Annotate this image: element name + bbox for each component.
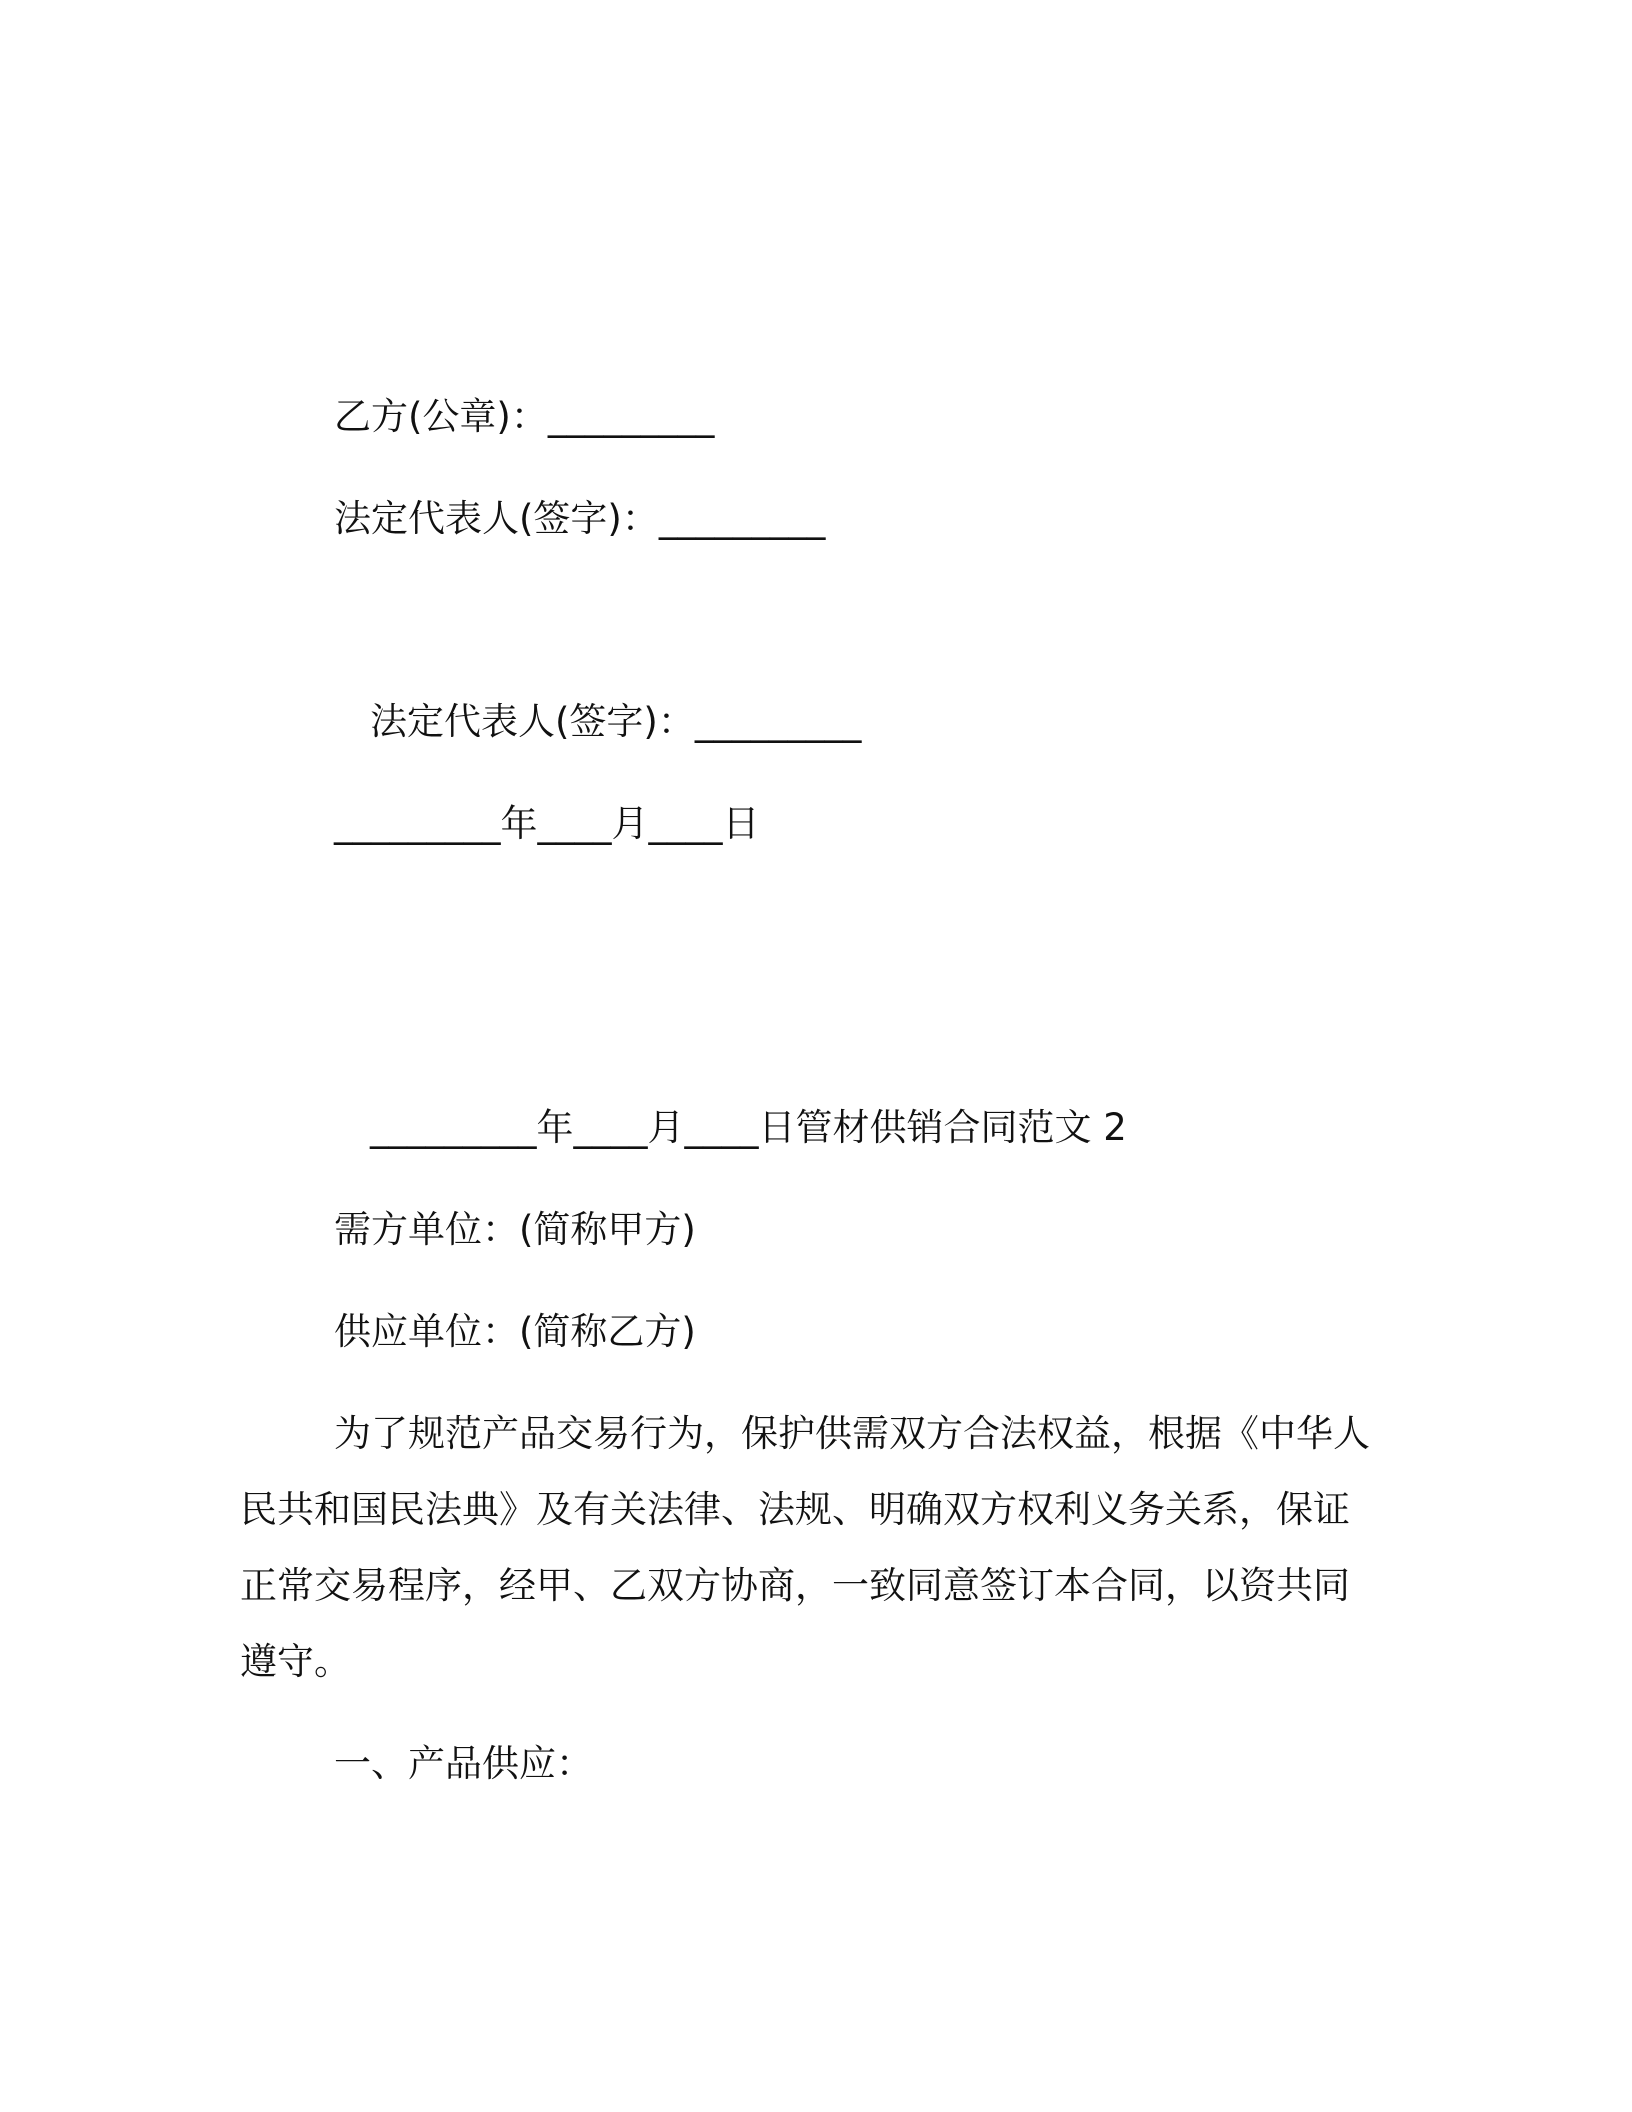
legal-representative-line-1: 法定代表人(签字)：_________ xyxy=(334,497,826,540)
contract-title-line: _________年____月____日管材供销合同范文 2 xyxy=(370,1106,1127,1149)
paragraph-line-2: 民共和国民法典》及有关法律、法规、明确双方权利义务关系，保证 xyxy=(240,1488,1350,1531)
buyer-unit-line: 需方单位：(简称甲方) xyxy=(334,1208,696,1251)
party-b-seal-line: 乙方(公章)：_________ xyxy=(334,395,715,438)
paragraph-line-3: 正常交易程序，经甲、乙双方协商，一致同意签订本合同，以资共同 xyxy=(240,1564,1350,1607)
supplier-unit-line: 供应单位：(简称乙方) xyxy=(334,1310,696,1353)
paragraph-line-4: 遵守。 xyxy=(240,1640,351,1683)
section-heading-product-supply: 一、产品供应： xyxy=(334,1742,593,1785)
date-line: _________年____月____日 xyxy=(334,802,760,845)
paragraph-line-1: 为了规范产品交易行为，保护供需双方合法权益，根据《中华人 xyxy=(334,1412,1370,1455)
legal-representative-line-2: 法定代表人(签字)：_________ xyxy=(370,700,862,743)
